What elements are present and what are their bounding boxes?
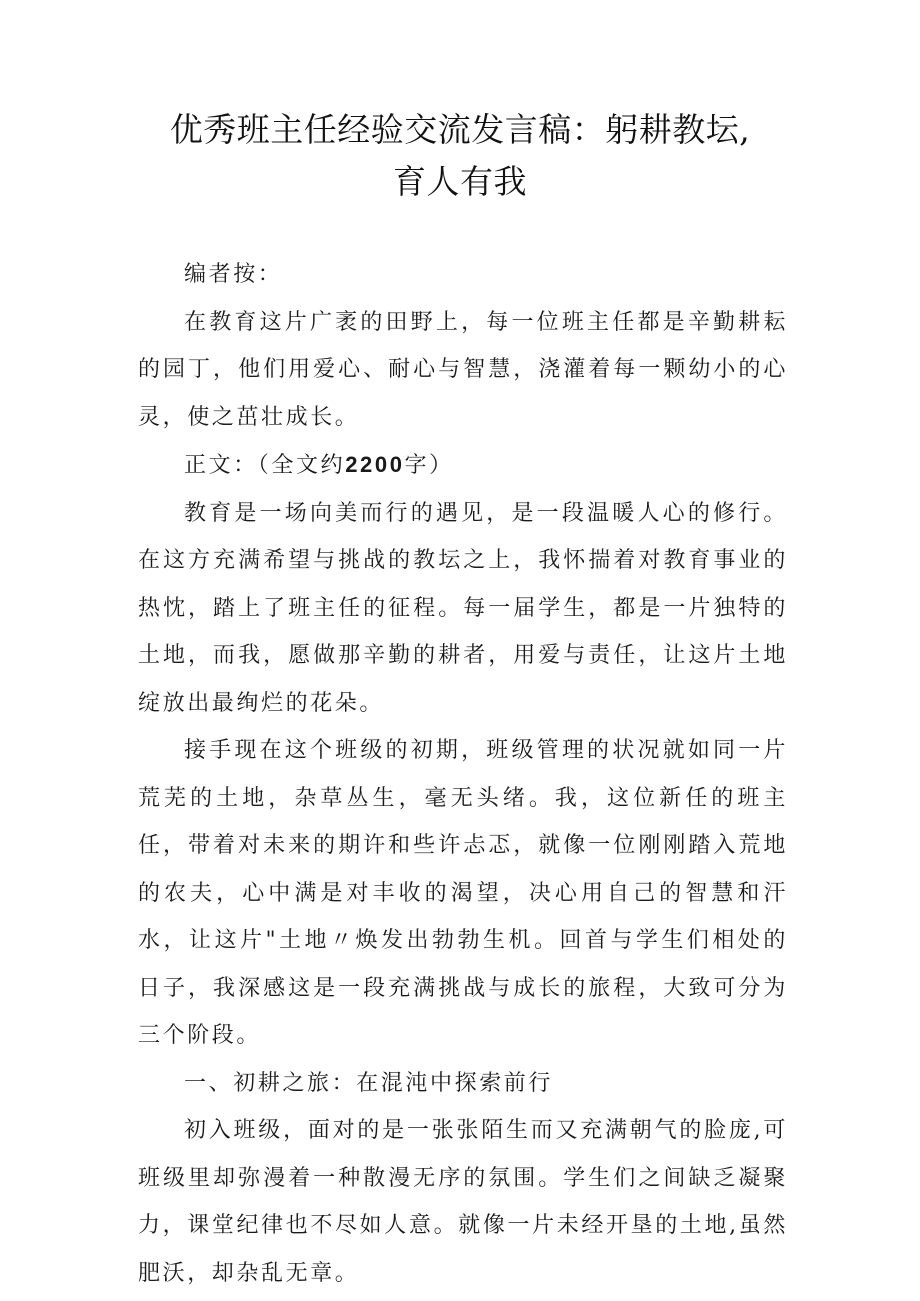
body-paragraph-3: 初入班级，面对的是一张张陌生而又充满朝气的脸庞,可班级里却弥漫着一种散漫无序的氛围。学生们之间缺乏凝聚力，课堂纪律也不尽如人意。就像一片未经开垦的土地,虽然肥沃，却杂乱无章。 [138, 1118, 788, 1286]
editor-note-label: 编者按： [184, 262, 283, 287]
document-body [138, 251, 788, 1297]
title-line-1: 优秀班主任经验交流发言稿：躬耕教坛, [169, 110, 751, 149]
editor-note-paragraph: 在教育这片广袤的田野上，每一位班主任都是辛勤耕耘的园丁，他们用爱心、耐心与智慧，浇灌着每一颗幼小的心灵，使之茁壮成长。 [138, 309, 788, 430]
document-title [120, 104, 800, 208]
body-label-suffix: 字） [404, 453, 454, 478]
body-paragraph-1: 教育是一场向美而行的遇见，是一段温暖人心的修行。在这方充满希望与挑战的教坛之上，我怀揣着对教育事业的热忱，踏上了班主任的征程。每一届学生，都是一片独特的土地，而我，愿做那辛勤的耕者，用爱与责任，让这片土地绽放出最绚烂的花朵。 [138, 500, 788, 716]
body-word-count: 2200 [345, 452, 405, 477]
body-label-prefix: 正文：（全文约 [184, 453, 346, 478]
section-heading-1: 一、初耕之旅：在混沌中探索前行 [184, 1070, 554, 1096]
body-paragraph-2: 接手现在这个班级的初期，班级管理的状况就如同一片荒芜的土地，杂草丛生，毫无头绪。我，这位新任的班主任，带着对未来的期许和些许忐忑，就像一位刚刚踏入荒地的农夫，心中满是对丰收的渴望，决心用自己的智慧和汗水，让这片"土地〃焕发出勃勃生机。回首与学生们相处的日子，我深感这是一段充满挑战与成长的旅程，大致可分为三个阶段。 [138, 738, 788, 1048]
title-line-2: 育人有我 [393, 162, 527, 201]
body-word-count-label [138, 441, 788, 490]
